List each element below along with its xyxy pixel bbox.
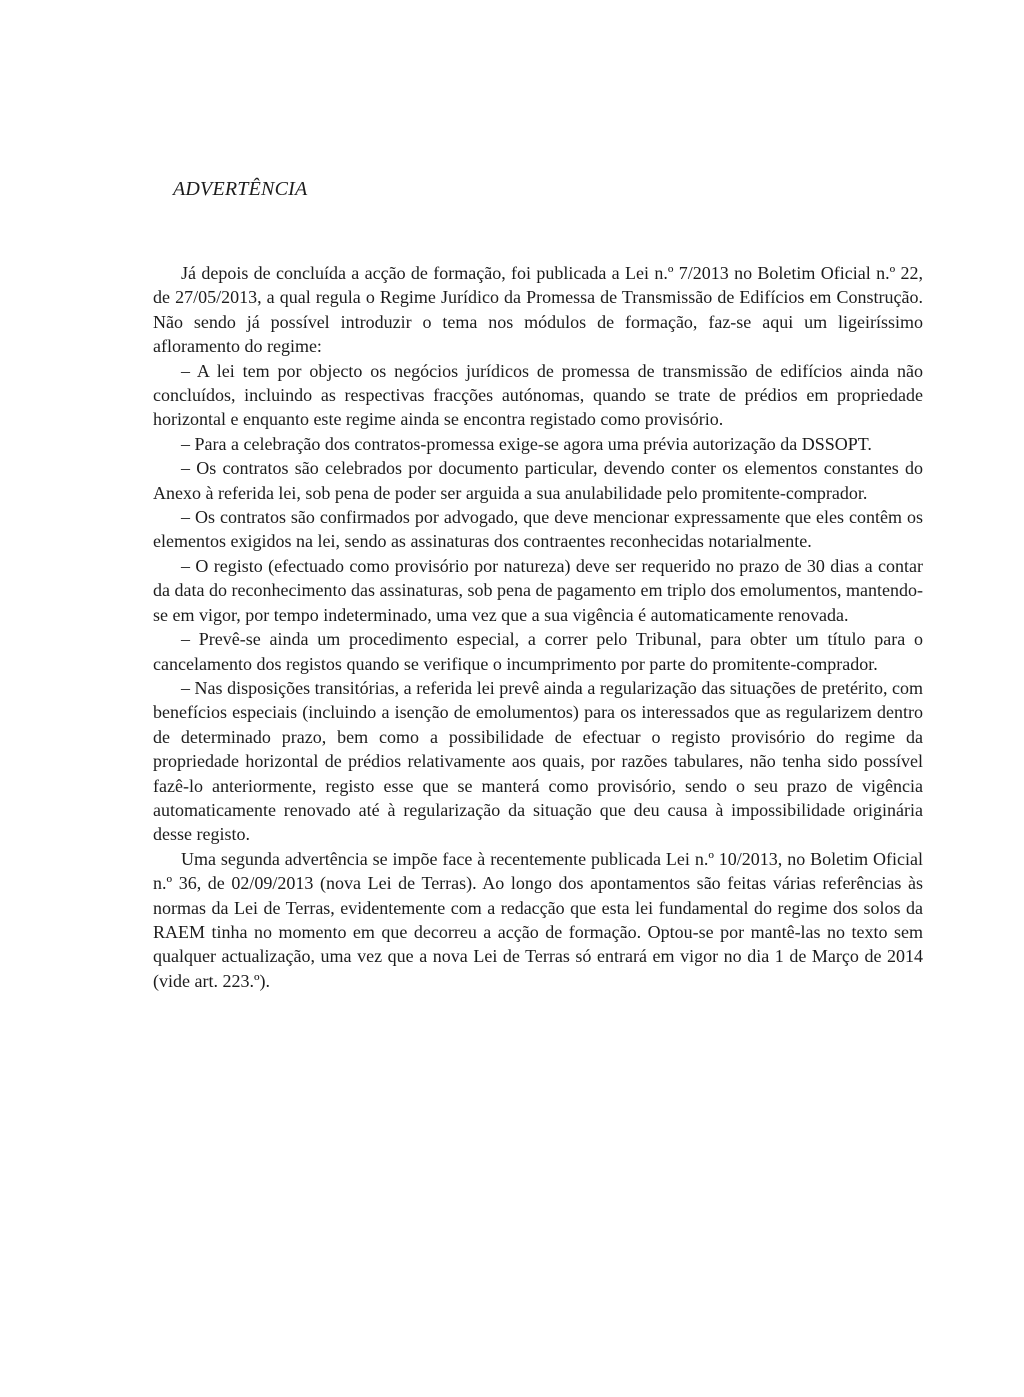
page-title: ADVERTÊNCIA xyxy=(173,178,308,200)
second-warning-paragraph: Uma segunda advertência se impõe face à recentemente publicada Lei n.º 10/2013, no Boletim Oficial n.º 36, de 02/09/2013 (nova Lei de Terras). Ao longo dos apontamentos são feitas várias referências às normas da Lei de Terras, evidentemente com a redacção que esta lei fundamental do regime dos solos da RAEM tinha no momento em que decorreu a acção de formação. Optou-se por mantê-las no texto sem qualquer actualização, uma vez que a nova Lei de Terras só entrará em vigor no dia 1 de Março de 2014 (vide art. 223.º). xyxy=(153,848,923,991)
list-item-procedure: – Prevê-se ainda um procedimento especial, a correr pelo Tribunal, para obter um título para o cancelamento dos registos quando se verifique o incumprimento por parte do promitente-comprador. xyxy=(153,629,923,674)
intro-paragraph: Já depois de concluída a acção de formação, foi publicada a Lei n.º 7/2013 no Boletim Oficial n.º 22, de 27/05/2013, a qual regula o Regime Jurídico da Promessa de Transmissão de Edifícios em Construção. Não sendo já possível introduzir o tema nos módulos de formação, faz-se aqui um ligeiríssimo afloramento do regime: xyxy=(153,263,923,357)
list-item-authorization: – Para a celebração dos contratos-promessa exige-se agora uma prévia autorização da DSSOPT. xyxy=(181,433,872,454)
list-item-lawyer: – Os contratos são confirmados por advogado, que deve mencionar expressamente que eles contêm os elementos exigidos na lei, sendo as assinaturas dos contraentes reconhecidas notarialmente. xyxy=(153,507,923,552)
list-item-document: – Os contratos são celebrados por documento particular, devendo conter os elementos constantes do Anexo à referida lei, sob pena de poder ser arguida a sua anulabilidade pelo promitente-comprador. xyxy=(153,458,923,503)
list-item-registration: – O registo (efectuado como provisório por natureza) deve ser requerido no prazo de 30 dias a contar da data do reconhecimento das assinaturas, sob pena de pagamento em triplo dos emolumentos, mantendo-se em vigor, por tempo indeterminado, uma vez que a sua vigência é automaticamente renovada. xyxy=(153,555,923,625)
list-item-object: – A lei tem por objecto os negócios jurídicos de promessa de transmissão de edifícios ainda não concluídos, incluindo as respectivas fracções autónomas, quando se trate de prédios em propriedade horizontal e enquanto este regime ainda se encontra registado como provisório. xyxy=(153,360,923,430)
document-body xyxy=(153,261,923,993)
list-item-transitional: – Nas disposições transitórias, a referida lei prevê ainda a regularização das situações de pretérito, com benefícios especiais (incluindo a isenção de emolumentos) para os interessados que as regularizem dentro de determinado prazo, bem como a possibilidade de efectuar o registo provisório do regime da propriedade horizontal de prédios relativamente aos quais, por razões tabulares, não tenha sido possível fazê-lo anteriormente, registo esse que se manterá como provisório, sendo o seu prazo de vigência automaticamente renovado até à regularização da situação que deu causa à impossibilidade originária desse registo. xyxy=(153,677,923,845)
